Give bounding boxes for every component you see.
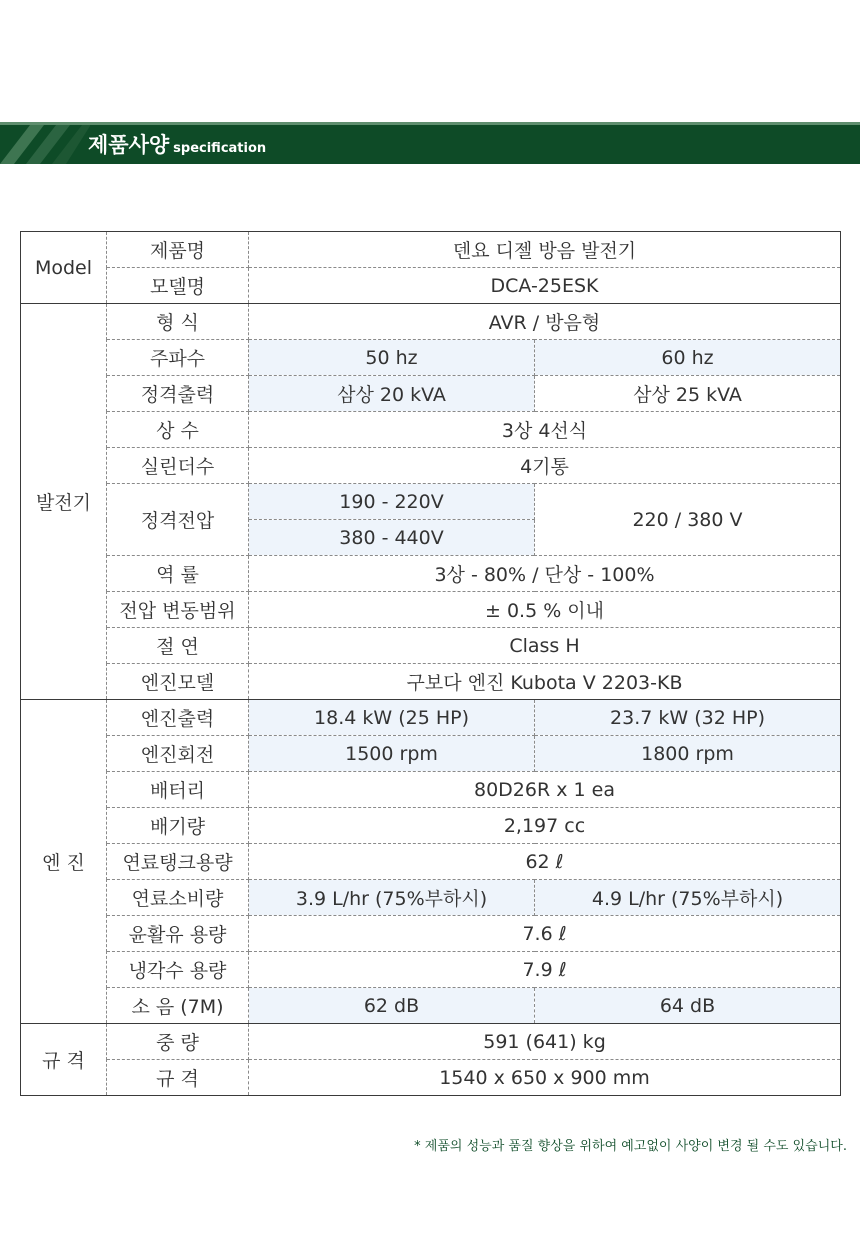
row-label: 소 음 (7M): [107, 988, 249, 1024]
title-main: 제품사양: [88, 133, 170, 157]
row-label: 모델명: [107, 268, 249, 304]
row-label: 역 률: [107, 556, 249, 592]
table-row: [21, 952, 841, 988]
row-label: 냉각수 용량: [107, 952, 249, 988]
table-row: [21, 736, 841, 772]
row-value: 591 (641) kg: [249, 1024, 841, 1060]
row-value: AVR / 방음형: [249, 304, 841, 340]
row-label: 윤활유 용량: [107, 916, 249, 952]
row-value-50hz: 18.4 kW (25 HP): [249, 700, 535, 736]
row-label: 형 식: [107, 304, 249, 340]
row-label: 제품명: [107, 232, 249, 268]
table-row: [21, 412, 841, 448]
row-label: 실린더수: [107, 448, 249, 484]
row-label: 엔진모델: [107, 664, 249, 700]
row-value: 7.6 ℓ: [249, 916, 841, 952]
category-dimensions: 규 격: [21, 1024, 107, 1096]
row-value-60hz: 220 / 380 V: [535, 484, 841, 556]
row-label: 연료탱크용량: [107, 844, 249, 880]
row-value: 덴요 디젤 방음 발전기: [249, 232, 841, 268]
row-value-60hz: 60 hz: [535, 340, 841, 376]
row-value: Class H: [249, 628, 841, 664]
table-row: [21, 304, 841, 340]
table-row: [21, 268, 841, 304]
row-label: 절 연: [107, 628, 249, 664]
disclaimer-note: * 제품의 성능과 품질 향상을 위하여 예고없이 사양이 변경 될 수도 있습니다.: [414, 1139, 847, 1154]
table-row: [21, 484, 841, 520]
row-value: 2,197 cc: [249, 808, 841, 844]
table-row: [21, 664, 841, 700]
row-value-50hz: 1500 rpm: [249, 736, 535, 772]
row-value-50hz-b: 380 - 440V: [249, 520, 535, 556]
row-label: 정격전압: [107, 484, 249, 556]
table-row: [21, 232, 841, 268]
row-value-50hz: 삼상 20 kVA: [249, 376, 535, 412]
table-row: [21, 1024, 841, 1060]
row-value: DCA-25ESK: [249, 268, 841, 304]
table-row: [21, 700, 841, 736]
row-label: 배터리: [107, 772, 249, 808]
row-label: 엔진출력: [107, 700, 249, 736]
row-label: 규 격: [107, 1060, 249, 1096]
row-value-60hz: 4.9 L/hr (75%부하시): [535, 880, 841, 916]
banner-stripe-decoration: [0, 122, 90, 164]
title-subtitle: specification: [173, 141, 267, 156]
row-label: 배기량: [107, 808, 249, 844]
table-row: [21, 916, 841, 952]
row-value: 3상 - 80% / 단상 - 100%: [249, 556, 841, 592]
table-row: [21, 988, 841, 1024]
category-generator: 발전기: [21, 304, 107, 700]
row-value: 4기통: [249, 448, 841, 484]
row-value: 80D26R x 1 ea: [249, 772, 841, 808]
category-engine: 엔 진: [21, 700, 107, 1024]
row-value-60hz: 1800 rpm: [535, 736, 841, 772]
row-value: 62 ℓ: [249, 844, 841, 880]
table-row: [21, 880, 841, 916]
spec-header-banner: [0, 122, 860, 164]
row-label: 상 수: [107, 412, 249, 448]
spec-table: [20, 231, 841, 1096]
table-row: [21, 628, 841, 664]
banner-top-line: [0, 122, 860, 125]
row-label: 정격출력: [107, 376, 249, 412]
row-label: 연료소비량: [107, 880, 249, 916]
row-label: 전압 변동범위: [107, 592, 249, 628]
row-value-50hz: 62 dB: [249, 988, 535, 1024]
table-row: [21, 376, 841, 412]
table-row: [21, 340, 841, 376]
row-label: 엔진회전: [107, 736, 249, 772]
page-title: [88, 129, 266, 159]
table-row: [21, 808, 841, 844]
row-value-50hz: 50 hz: [249, 340, 535, 376]
table-row: [21, 556, 841, 592]
table-row: [21, 448, 841, 484]
row-value: 1540 x 650 x 900 mm: [249, 1060, 841, 1096]
row-value-50hz: 3.9 L/hr (75%부하시): [249, 880, 535, 916]
row-value-50hz-a: 190 - 220V: [249, 484, 535, 520]
row-label: 주파수: [107, 340, 249, 376]
category-model: Model: [21, 232, 107, 304]
row-label: 중 량: [107, 1024, 249, 1060]
row-value: 구보다 엔진 Kubota V 2203-KB: [249, 664, 841, 700]
table-row: [21, 1060, 841, 1096]
row-value-60hz: 64 dB: [535, 988, 841, 1024]
row-value-60hz: 삼상 25 kVA: [535, 376, 841, 412]
row-value-60hz: 23.7 kW (32 HP): [535, 700, 841, 736]
row-value: 7.9 ℓ: [249, 952, 841, 988]
table-row: [21, 592, 841, 628]
row-value: 3상 4선식: [249, 412, 841, 448]
row-value: ± 0.5 % 이내: [249, 592, 841, 628]
table-row: [21, 772, 841, 808]
table-row: [21, 844, 841, 880]
